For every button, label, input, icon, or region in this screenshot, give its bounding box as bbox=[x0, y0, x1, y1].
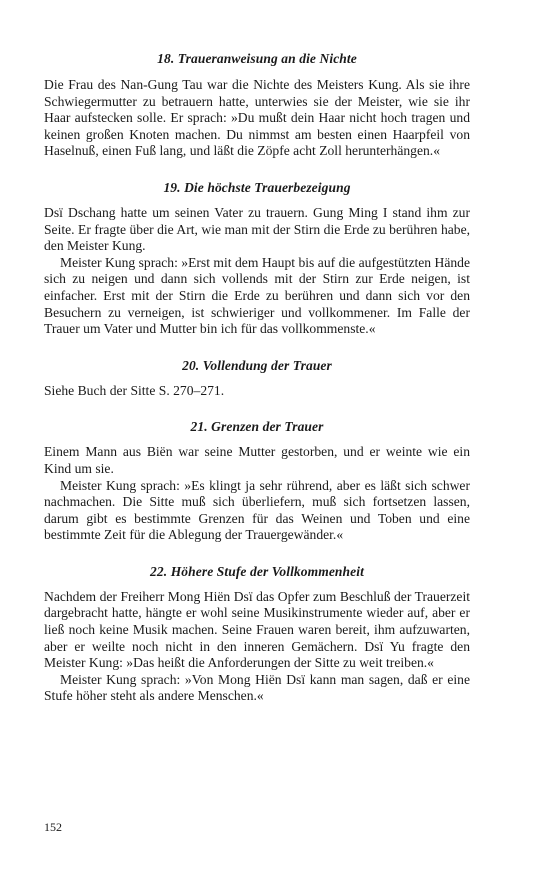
page-body bbox=[44, 0, 470, 705]
section-heading: 19. Die höchste Trauerbezeigung bbox=[163, 179, 351, 195]
paragraph: Die Frau des Nan-Gung Tau war die Nichte des Meisters Kung. Als sie ihre Schwiegermutter zu betrauern hatte, unterwies sie der Meister, wie sie ihr Haar aufstecken solle. Er sprach: »Du mußt dein Haar nicht hoch tragen und keinen großen Knoten machen. Du nimmst am besten einen Haarpfeil von Haselnuß, einen Fuß lang, und läßt die Zöpfe acht Zoll herunterhängen.« bbox=[44, 77, 470, 159]
section-22 bbox=[44, 564, 470, 705]
section-19 bbox=[44, 180, 470, 338]
section-18 bbox=[44, 51, 470, 160]
section-heading: 20. Vollendung der Trauer bbox=[182, 357, 332, 373]
section-21 bbox=[44, 419, 470, 544]
section-heading: 18. Traueranweisung an die Nichte bbox=[157, 51, 357, 66]
paragraph: Meister Kung sprach: »Es klingt ja sehr rührend, aber es läßt sich schwer nachmachen. Die Sitte muß sich überliefern, muß sich fortsetzen lassen, darum gibt es bestimmte Grenzen für das Weinen und Toben und eine bestimmte Zeit für die Ablegung der Trauergewänder.« bbox=[44, 477, 470, 543]
paragraph: Meister Kung sprach: »Von Mong Hiën Dsï kann man sagen, daß er eine Stufe höher steht als andere Menschen.« bbox=[44, 671, 470, 704]
section-20 bbox=[44, 358, 470, 400]
section-heading: 22. Höhere Stufe der Vollkommenheit bbox=[150, 563, 364, 579]
paragraph: Nachdem der Freiherr Mong Hiën Dsï das Opfer zum Beschluß der Trauerzeit dargebracht hatte, hängte er wohl seine Musikinstrumente wieder auf, aber er ließ noch keine Musik machen. Seine Frauen waren bereit, ihm aufzuwarten, aber er weilte noch nicht in den inneren Gemächern. Dsï Yu fragte den Meister Kung: »Das heißt die Anforderungen der Sitte zu weit treiben.« bbox=[44, 588, 470, 671]
paragraph: Meister Kung sprach: »Erst mit dem Haupt bis auf die aufgestützten Hände sich zu neigen und dann sich vollends mit der Stirn zur Erde neigen, ist einfacher. Erst mit der Stirn die Erde zu berühren und dann sich vor den Besuchern zu verneigen, ist schwieriger und vollkommener. Im Falle der Trauer um Vater und Mutter bin ich für das vollkommenste.« bbox=[44, 254, 470, 337]
paragraph: Siehe Buch der Sitte S. 270–271. bbox=[44, 382, 225, 398]
section-heading: 21. Grenzen der Trauer bbox=[190, 419, 324, 435]
page-number: 152 bbox=[44, 820, 62, 834]
paragraph: Dsï Dschang hatte um seinen Vater zu trauern. Gung Ming I stand ihm zur Seite. Er fragte über die Art, wie man mit der Stirn die Erde zu berühren habe, den Meister Kung. bbox=[44, 204, 470, 254]
paragraph: Einem Mann aus Biën war seine Mutter gestorben, und er weinte wie ein Kind um sie. bbox=[44, 444, 470, 476]
